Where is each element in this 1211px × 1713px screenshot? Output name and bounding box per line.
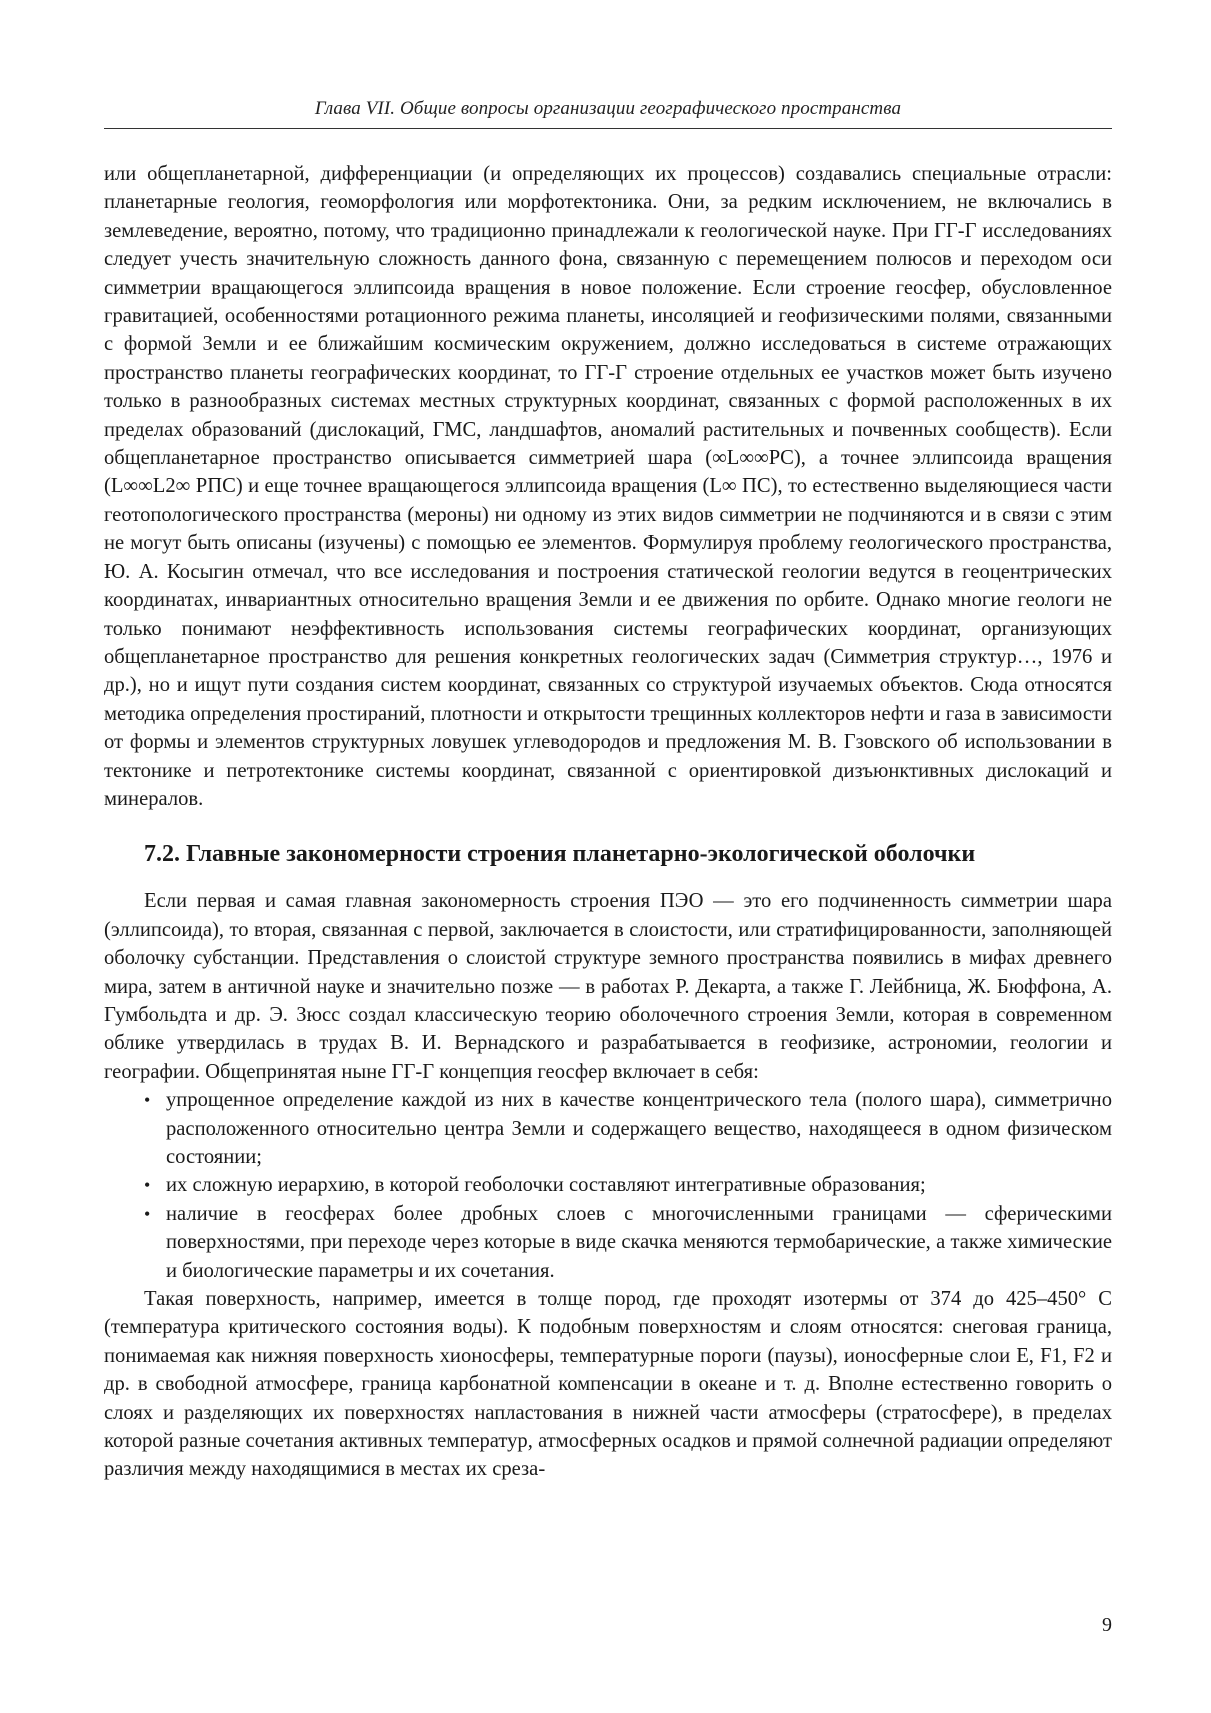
list-item-text: их сложную иерархию, в которой геоболочки составляют интегративные образования; (166, 1174, 926, 1197)
list-item (104, 1086, 1112, 1171)
bullet-marker: • (144, 1090, 151, 1111)
list-item-text: упрощенное определение каждой из них в качестве концентрического тела (полого шара), симметрично расположенного относительно центра Земли и содержащего вещество, находящееся в одном физическом состоянии; (166, 1089, 1112, 1168)
body-text (104, 160, 1112, 1484)
list-item (104, 1200, 1112, 1285)
bullet-marker: • (144, 1203, 151, 1224)
section-heading: 7.2. Главные закономерности строения планетарно-экологической оболочки (144, 841, 976, 868)
page-number: 9 (1102, 1614, 1112, 1636)
section-intro-paragraph: Если первая и самая главная закономерность строения ПЭО — это его подчиненность симметрии шара (эллипсоида), то вторая, связанная с первой, заключается в слоистости, или стратифицированности, заполняющей оболочку субстанции. Представления о слоистой структуре земного пространства появились в мифах древнего мира, затем в античной науке и значительно позже — в работах Р. Декарта, а также Г. Лейбница, Ж. Бюффона, А. Гумбольдта и др. Э. Зюсс создал классическую теорию оболочечного строения Земли, которая в современном облике утвердилась в трудах В. И. Вернадского и разрабатывается в геофизике, астрономии, геологии и географии. Общепринятая ныне ГГ-Г концепция геосфер включает в себя: (104, 890, 1112, 1083)
header-rule (104, 128, 1112, 129)
bullet-marker: • (144, 1175, 151, 1196)
bullet-list (104, 1086, 1112, 1285)
list-item (104, 1171, 1112, 1199)
closing-paragraph: Такая поверхность, например, имеется в толще пород, где проходят изотермы от 374 до 425–450° С (температура критического состояния воды). К подобным поверхностям и слоям относятся: снеговая граница, понимаемая как нижняя поверхность хионосферы, температурные пороги (паузы), ионосферные слои E, F1, F2 и др. в свободной атмосфере, граница карбонатной компенсации в океане и т. д. Вполне естественно говорить о слоях и разделяющих их поверхностях напластования в нижней части атмосферы (стратосфере), в пределах которой разные сочетания активных температур, атмосферных осадков и прямой солнечной радиации определяют различия между находящимися в местах их среза- (104, 1288, 1112, 1481)
list-item-text: наличие в геосферах более дробных слоев с многочисленными границами — сферическими поверхностями, при переходе через которые в виде скачка меняются термобарические, а также химические и биологические параметры и их сочетания. (166, 1202, 1112, 1282)
running-head: Глава VII. Общие вопросы организации географического пространства (314, 98, 902, 119)
paragraph-continued: или общепланетарной, дифференциации (и определяющих их процессов) создавались специальные отрасли: планетарные геология, геоморфология или морфотектоника. Они, за редким исключением, не включались в землеведение, вероятно, потому, что традиционно принадлежали к геологической науке. При ГГ-Г исследованиях следует учесть значительную сложность данного фона, связанную с перемещением полюсов и переходом оси симметрии вращающегося эллипсоида вращения в новое положение. Если строение геосфер, обусловленное гравитацией, особенностями ротационного режима планеты, инсоляцией и геофизическими полями, связанными с формой Земли и ее ближайшим космическим окружением, должно исследоваться в системе отражающих пространство планеты географических координат, то ГГ-Г строение отдельных ее участков может быть изучено только в разнообразных системах местных структурных координат, связанных с формой расположенных в их пределах образований (дислокаций, ГМС, ландшафтов, аномалий растительных и почвенных сообществ). Если общепланетарное пространство описывается симметрией шара (∞L∞∞PC), а точнее эллипсоида вращения (L∞∞L2∞ PПC) и еще точнее вращающегося эллипсоида вращения (L∞ ПC), то естественно выделяющиеся части геотопологического пространства (мероны) ни одному из этих видов симметрии не подчиняются и в связи с этим не могут быть описаны (изучены) с помощью ее элементов. Формулируя проблему геологического пространства, Ю. А. Косыгин отмечал, что все исследования и построения статической геологии ведутся в геоцентрических координатах, инвариантных относительно вращения Земли и ее движения по орбите. Однако многие геологи не только понимают неэффективность использования системы географических координат, организующих общепланетарное пространство для решения конкретных геологических задач (Симметрия структур…, 1976 и др.), но и ищут пути создания систем координат, связанных со структурой изучаемых объектов. Сюда относятся методика определения простираний, плотности и открытости трещинных коллекторов нефти и газа в зависимости от формы и элементов структурных ловушек углеводородов и предложения М. В. Гзовского об использовании в тектонике и петротектонике системы координат, связанной с ориентировкой дизъюнктивных дислокаций и минералов. (104, 163, 1112, 810)
